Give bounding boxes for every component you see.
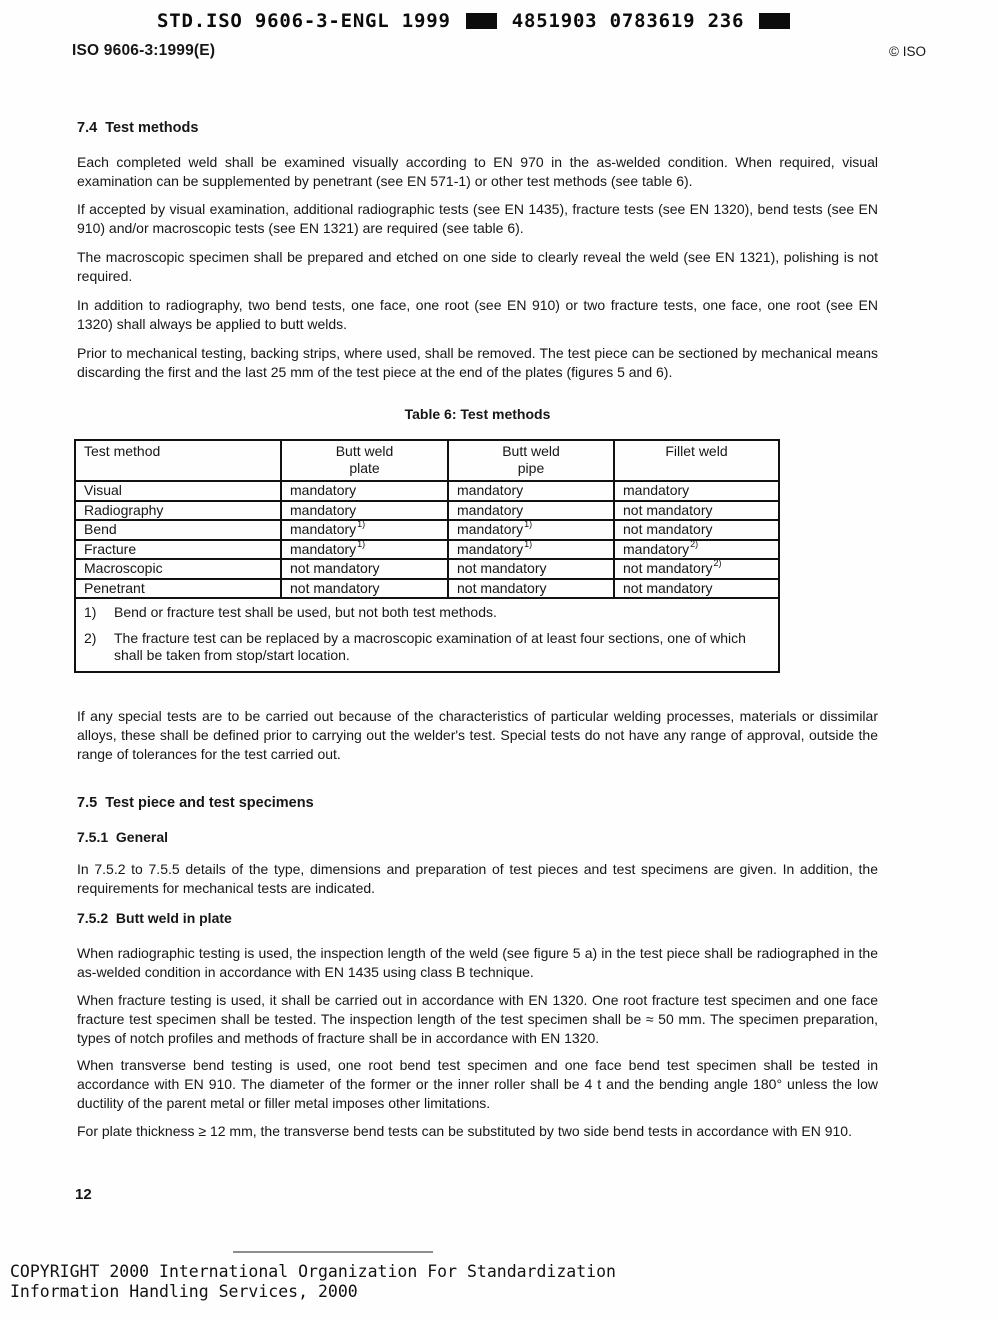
table-header-cell: Butt weld pipe — [448, 440, 614, 481]
paragraph: The macroscopic specimen shall be prepared and etched on one side to clearly reveal the weld (see EN 1321), polishing is not required. — [77, 249, 878, 284]
paragraph: When transverse bend testing is used, one root bend test specimen and one face bend test specimen shall be tested in accordance with EN 910. The diameter of the former or the inner roller shall be 4 t and the bending angle 180° unless the low ductility of the parent metal or filler metal imposes other limitations. — [77, 1057, 878, 1111]
table-footnotes-cell — [75, 598, 779, 672]
table-cell: not mandatory — [281, 559, 448, 579]
table-cell: not mandatory — [281, 579, 448, 599]
paragraph: In addition to radiography, two bend tests, one face, one root (see EN 910) or two fracture tests, one face, one root (see EN 1320) shall always be applied to butt welds. — [77, 297, 878, 332]
page-number: 12 — [75, 1186, 92, 1203]
table-cell: mandatory — [614, 481, 779, 501]
black-square-icon — [759, 13, 790, 29]
table-cell-method: Bend — [75, 520, 281, 540]
table-cell: not mandatory$^{2)}$ — [614, 559, 779, 579]
table-cell-method: Visual — [75, 481, 281, 501]
test-methods-table — [74, 439, 780, 673]
paragraph: Each completed weld shall be examined visually according to EN 970 in the as-welded condition. When required, visual examination can be supplemented by penetrant (see EN 571-1) or other test methods (see table 6). — [77, 154, 878, 189]
table-cell-method: Penetrant — [75, 579, 281, 599]
table-cell: mandatory$^{1)}$ — [448, 540, 614, 560]
table-row — [75, 520, 779, 540]
table-cell: mandatory$^{1)}$ — [281, 540, 448, 560]
table-cell: not mandatory — [614, 579, 779, 599]
table-cell-method: Radiography — [75, 501, 281, 521]
table-cell: not mandatory — [448, 579, 614, 599]
document-id: ISO 9606-3:1999(E) — [72, 42, 216, 59]
scan-header — [157, 10, 790, 32]
table-header-cell: Butt weld plate — [281, 440, 448, 481]
table-cell: mandatory$^{1)}$ — [448, 520, 614, 540]
table-row — [75, 540, 779, 560]
paragraph: For plate thickness ≥ 12 mm, the transverse bend tests can be substituted by two side bend tests in accordance with EN 910. — [77, 1123, 852, 1139]
table-cell: mandatory$^{2)}$ — [614, 540, 779, 560]
table-cell-method: Fracture — [75, 540, 281, 560]
table-footnotes-row — [75, 598, 779, 672]
paragraph: Prior to mechanical testing, backing strips, where used, shall be removed. The test piece can be sectioned by mechanical means discarding the first and the last 25 mm of the test piece at the end of the plates (figures 5 and 6). — [77, 345, 878, 380]
document-body — [77, 120, 878, 1141]
table-cell: mandatory — [448, 481, 614, 501]
table-cell: not mandatory — [614, 520, 779, 540]
table-cell: mandatory$^{1)}$ — [281, 520, 448, 540]
section-heading-7-5-1: 7.5.1 General — [77, 829, 169, 845]
table-header-cell: Fillet weld — [614, 440, 779, 481]
section-heading-7-5-2: 7.5.2 Butt weld in plate — [77, 910, 232, 926]
black-square-icon — [466, 13, 497, 29]
paragraph: When fracture testing is used, it shall be carried out in accordance with EN 1320. One root fracture test specimen and one face fracture test specimen shall be tested. The inspection length of the test specimen shall be ≈ 50 mm. The specimen preparation, types of notch profiles and methods of fracture shall be in accordance with EN 1320. — [77, 992, 878, 1046]
scan-header-text: STD.ISO 9606-3-ENGL 1999 — [157, 10, 451, 32]
paragraph: When radiographic testing is used, the inspection length of the weld (see figure 5 a) in the test piece shall be radiographed in the as-welded condition in accordance with EN 1435 using class B technique. — [77, 945, 878, 980]
footer-divider — [233, 1251, 433, 1253]
table-row — [75, 481, 779, 501]
table-cell: mandatory — [448, 501, 614, 521]
paragraph: If any special tests are to be carried out because of the characteristics of particular welding processes, materials or dissimilar alloys, these shall be defined prior to carrying out the welder's test. Special tests do not have any range of approval, outside the range of tolerances for the test carried out. — [77, 708, 878, 762]
scan-header-code: 4851903 0783619 236 — [511, 10, 745, 32]
document-id-row — [72, 42, 926, 60]
copyright-line-1: COPYRIGHT 2000 International Organization For Standardization — [10, 1262, 616, 1281]
copyright-notice — [10, 1262, 616, 1302]
table-cell: not mandatory — [448, 559, 614, 579]
paragraph: If accepted by visual examination, additional radiographic tests (see EN 1435), fracture tests (see EN 1320), bend tests (see EN 910) and/or macroscopic tests (see EN 1321) are required (see table 6). — [77, 201, 878, 236]
iso-copyright-mark: © ISO — [889, 44, 926, 59]
copyright-line-2: Information Handling Services, 2000 — [10, 1282, 358, 1301]
table-6-title: Table 6: Test methods — [404, 406, 551, 422]
table-row — [75, 559, 779, 579]
footnote-1: 1) Bend or fracture test shall be used, but not both test methods. — [84, 604, 497, 620]
footnote-2: 2) The fracture test can be replaced by a macroscopic examination of at least four sections, one of which shall be taken from stop/start location. — [84, 630, 746, 663]
section-heading-7-5: 7.5 Test piece and test specimens — [77, 795, 314, 811]
table-cell: mandatory — [281, 501, 448, 521]
table-header-row — [75, 440, 779, 481]
paragraph: In 7.5.2 to 7.5.5 details of the type, dimensions and preparation of test pieces and test specimens are given. In addition, the requirements for mechanical tests are indicated. — [77, 861, 878, 896]
table-header-cell: Test method — [75, 440, 281, 481]
table-cell-method: Macroscopic — [75, 559, 281, 579]
table-row — [75, 501, 779, 521]
section-heading-7-4: 7.4 Test methods — [77, 120, 199, 136]
table-row — [75, 579, 779, 599]
table-cell: mandatory — [281, 481, 448, 501]
table-cell: not mandatory — [614, 501, 779, 521]
